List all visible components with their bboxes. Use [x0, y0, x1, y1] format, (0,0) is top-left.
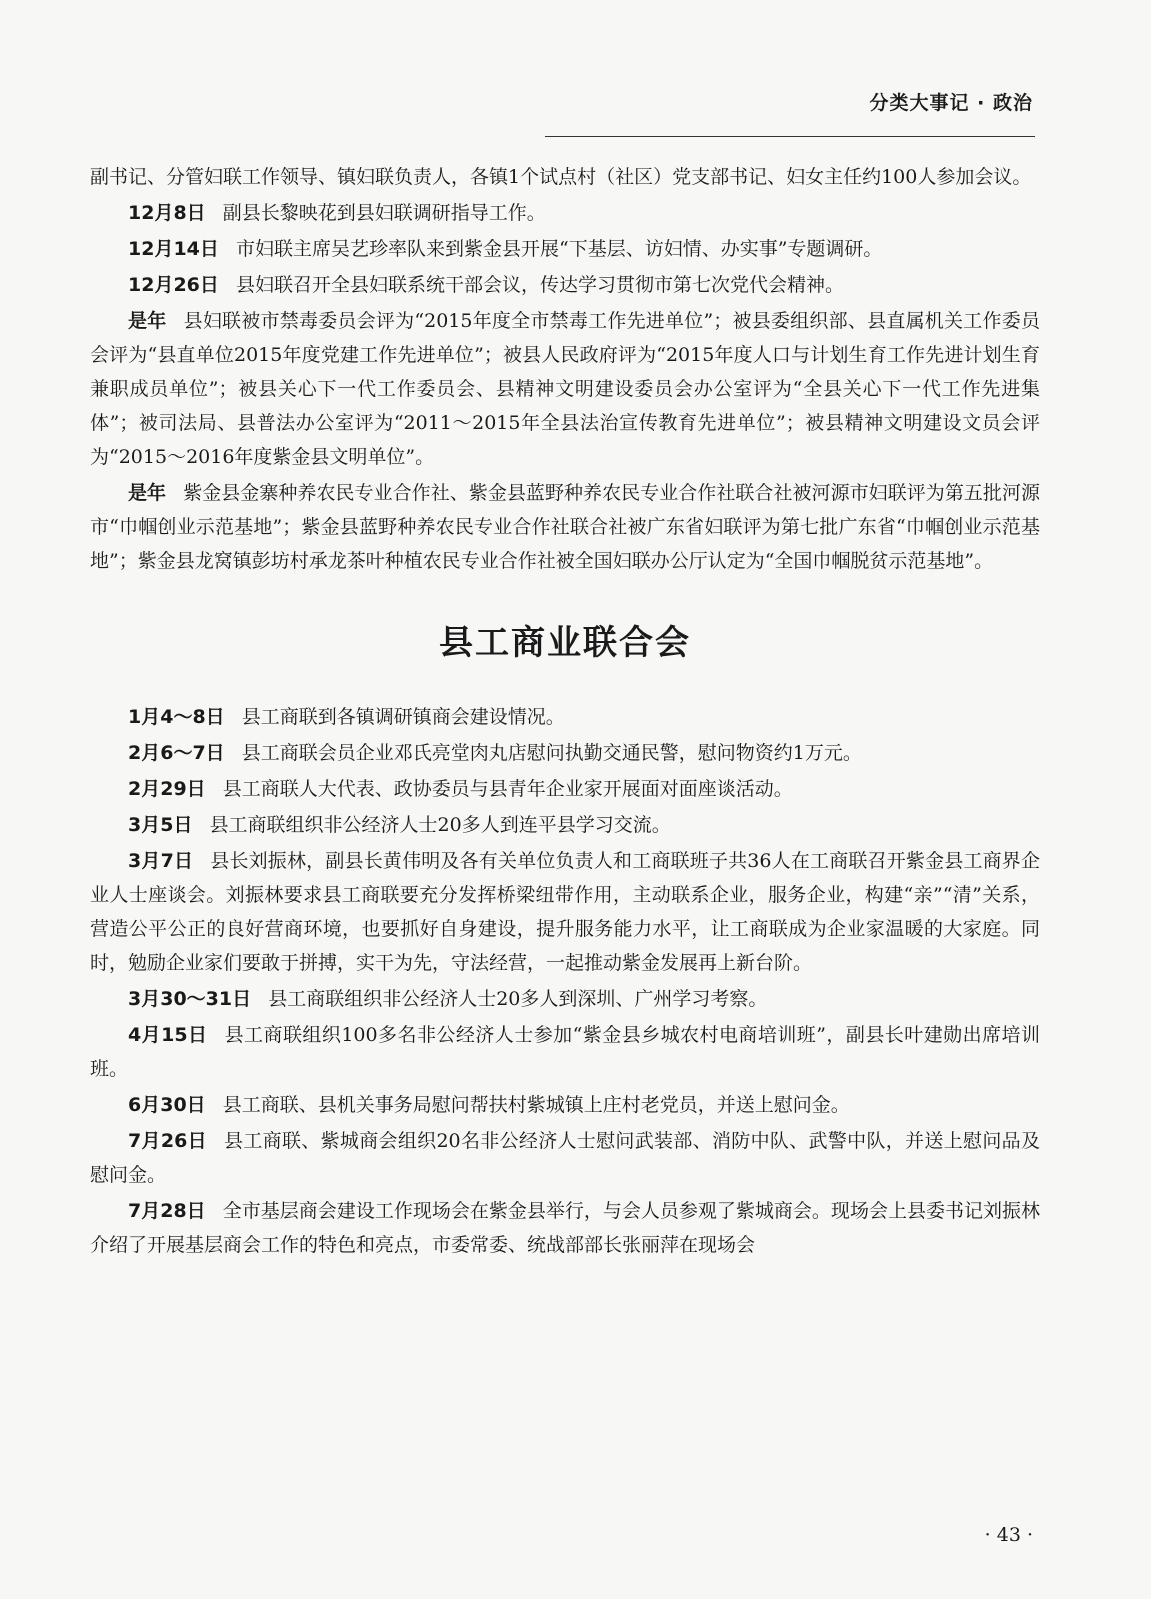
section-title: 县工商业联合会 — [439, 623, 691, 663]
entry — [90, 700, 1040, 734]
entry — [90, 1124, 1040, 1192]
entry — [90, 196, 1040, 230]
entry-text: 县工商联、县机关事务局慰问帮扶村紫城镇上庄村老党员，并送上慰问金。 — [222, 1094, 850, 1116]
entry — [90, 982, 1040, 1016]
entry-text: 市妇联主席吴艺珍率队来到紫金县开展“下基层、访妇情、办实事”专题调研。 — [235, 238, 883, 260]
entry-date: 2月6～7日 — [128, 742, 225, 764]
entry-continued: 副书记、分管妇联工作领导、镇妇联负责人，各镇1个试点村（社区）党支部书记、妇女主任约100人参加会议。 — [90, 166, 1032, 188]
entry-text: 县工商联人大代表、政协委员与县青年企业家开展面对面座谈活动。 — [222, 778, 793, 800]
page-body — [90, 160, 1040, 1264]
entry-text: 县工商联组织非公经济人士20多人到连平县学习交流。 — [209, 814, 671, 836]
entry-text: 紫金县金寨种养农民专业合作社、紫金县蓝野种养农民专业合作社联合社被河源市妇联评为第五批河源市“巾帼创业示范基地”；紫金县蓝野种养农民专业合作社联合社被广东省妇联评为第七批广东省“巾帼创业示范基地”；紫金县龙窝镇彭坊村承龙茶叶种植农民专业合作社被全国妇联办公厅认定为“全国巾帼脱贫示范基地”。 — [90, 482, 1040, 572]
entry-text: 县妇联被市禁毒委员会评为“2015年度全市禁毒工作先进单位”；被县委组织部、县直属机关工作委员会评为“县直单位2015年度党建工作先进单位”；被县人民政府评为“2015年度人口与计划生育工作先进计划生育兼职成员单位”；被县关心下一代工作委员会、县精神文明建设委员会办公室评为“全县关心下一代工作先进集体”；被司法局、县普法办公室评为“2011～2015年全县法治宣传教育先进单位”；被县精神文明建设文员会评为“2015～2016年度紫金县文明单位”。 — [90, 310, 1040, 468]
entry — [90, 232, 1040, 266]
entry-date: 3月7日 — [128, 850, 194, 872]
entry — [90, 1194, 1040, 1262]
entry-text: 县长刘振林，副县长黄伟明及各有关单位负责人和工商联班子共36人在工商联召开紫金县工商界企业人士座谈会。刘振林要求县工商联要充分发挥桥梁纽带作用，主动联系企业，服务企业，构建“亲”“清”关系，营造公平公正的良好营商环境，也要抓好自身建设，提升服务能力水平，让工商联成为企业家温暖的大家庭。同时，勉励企业家们要敢于拼搏，实干为先，守法经营，一起推动紫金发展再上新台阶。 — [90, 850, 1040, 974]
entry-date: 是年 — [128, 310, 167, 332]
entry-text: 县工商联会员企业邓氏亮堂肉丸店慰问执勤交通民警，慰问物资约1万元。 — [241, 742, 862, 764]
entry — [90, 1088, 1040, 1122]
running-header: 分类大事记 · 政治 — [869, 92, 1033, 114]
entry — [90, 304, 1040, 474]
entry-date: 1月4～8日 — [128, 706, 225, 728]
entry — [90, 736, 1040, 770]
entry-date: 是年 — [128, 482, 167, 504]
entry-date: 3月5日 — [128, 814, 193, 836]
entry — [90, 476, 1040, 578]
entry — [90, 268, 1040, 302]
entry-date: 12月14日 — [128, 238, 219, 260]
entry-date: 12月26日 — [128, 274, 219, 296]
entry — [90, 1018, 1040, 1086]
entry-date: 2月29日 — [128, 778, 206, 800]
entry-text: 县妇联召开全县妇联系统干部会议，传达学习贯彻市第七次党代会精神。 — [235, 274, 844, 296]
entry — [90, 844, 1040, 980]
entry-date: 4月15日 — [128, 1024, 208, 1046]
entry-date: 7月26日 — [128, 1130, 207, 1152]
entry-text: 县工商联到各镇调研镇商会建设情况。 — [241, 706, 565, 728]
entry-date: 6月30日 — [128, 1094, 206, 1116]
entry-text: 副县长黎映花到县妇联调研指导工作。 — [222, 202, 546, 224]
entry — [90, 772, 1040, 806]
page-number: · 43 · — [984, 1524, 1033, 1546]
entry-date: 7月28日 — [128, 1200, 206, 1222]
entry-text: 全市基层商会建设工作现场会在紫金县举行，与会人员参观了紫城商会。现场会上县委书记刘振林介绍了开展基层商会工作的特色和亮点，市委常委、统战部部长张丽萍在现场会 — [90, 1200, 1040, 1256]
entry-text: 县工商联、紫城商会组织20名非公经济人士慰问武装部、消防中队、武警中队，并送上慰问品及慰问金。 — [90, 1130, 1040, 1186]
header-rule — [545, 136, 1035, 137]
entry-text: 县工商联组织非公经济人士20多人到深圳、广州学习考察。 — [268, 988, 768, 1010]
entry — [90, 808, 1040, 842]
entry-date: 3月30～31日 — [128, 988, 252, 1010]
entry-date: 12月8日 — [128, 202, 206, 224]
entry-text: 县工商联组织100多名非公经济人士参加“紫金县乡城农村电商培训班”，副县长叶建勋出席培训班。 — [90, 1024, 1040, 1080]
